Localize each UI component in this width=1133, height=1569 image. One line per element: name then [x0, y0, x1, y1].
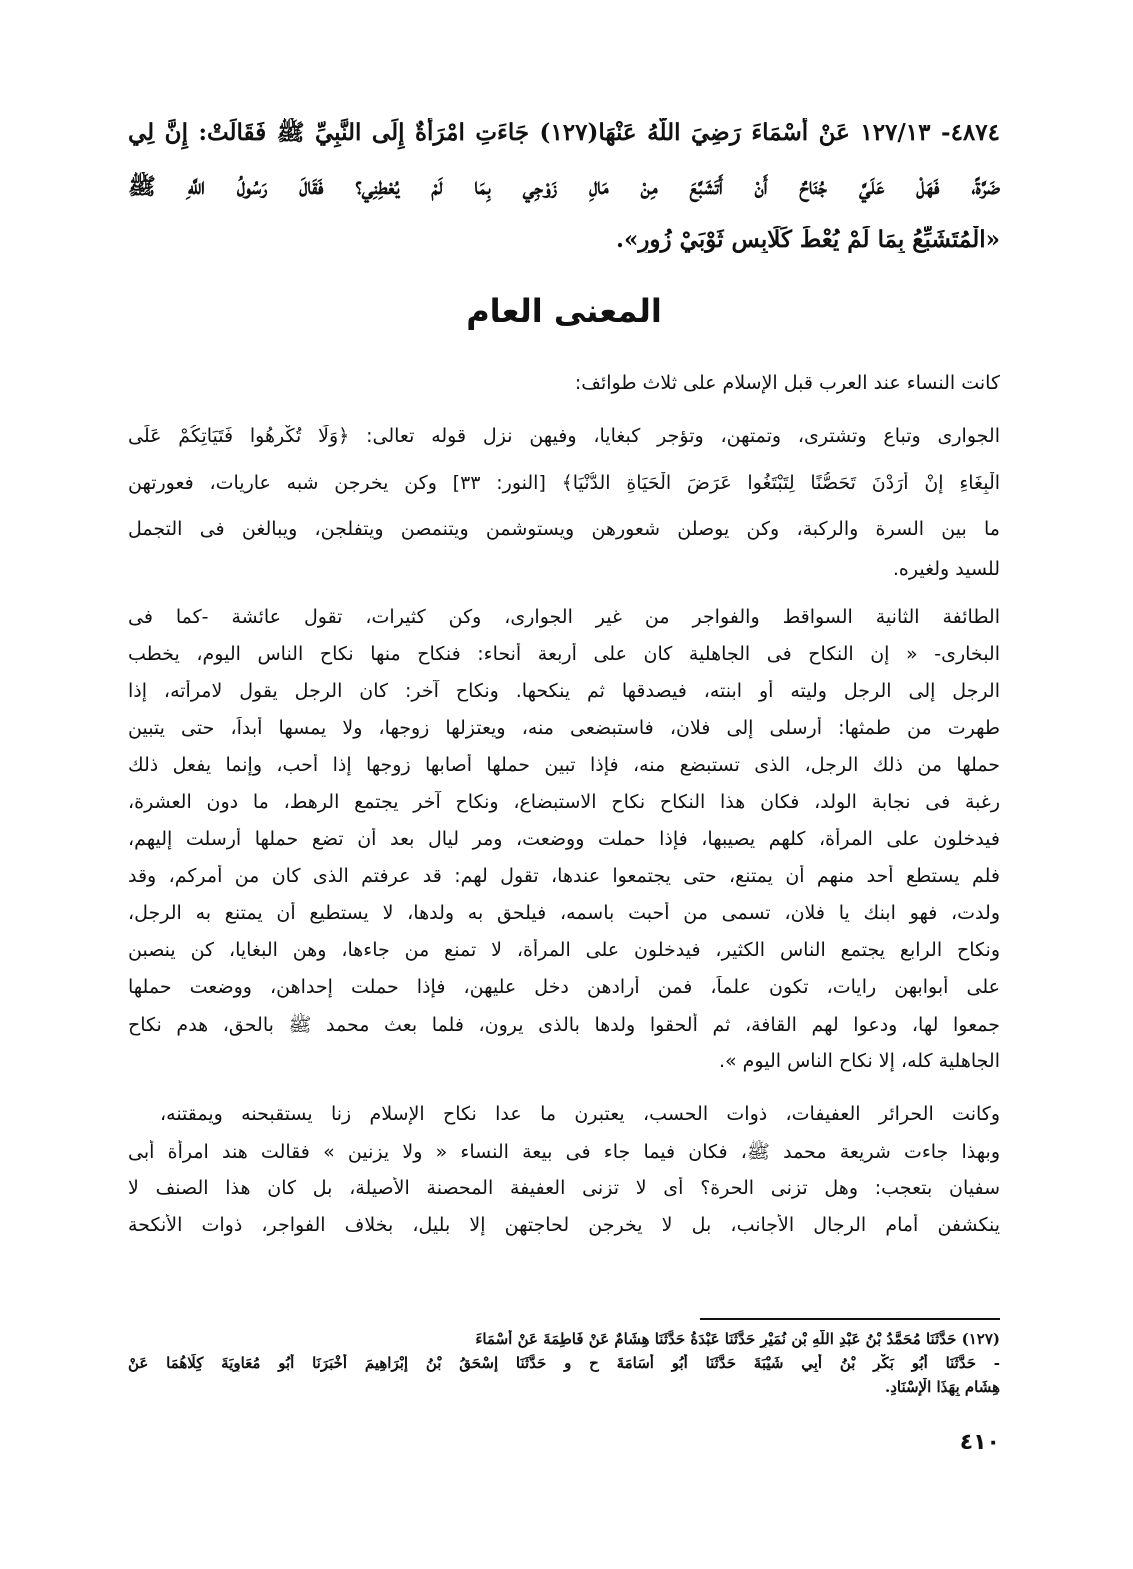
- body-line: على أبوابهن رايات، تكون علماً، فمن أرادهن دخل عليهن، فإذا حملت إحداهن، ووضعت حملها: [128, 976, 1000, 998]
- body-line: جمعوا لها، ودعوا لهم القافة، ثم ألحقوا ولدها بالذى يرون، فلما بعث محمد ﷺ بالحق، هدم نكاح: [128, 1014, 1000, 1036]
- body-line: الجوارى وتباع وتشترى، وتمتهن، وتؤجر كبغايا، وفيهن نزل قوله تعالى: ﴿وَلَا تُكْرِهُوا فَتَيَاتِكُمْ عَلَى: [128, 425, 1000, 447]
- page-number: ٤١٠: [959, 1430, 1000, 1455]
- body-line: فلم يستطع أحد منهم أن يمتنع، حتى يجتمعوا عندها، تقول لهم: قد عرفتم الذى كان من أمركم، وقد: [128, 865, 1000, 887]
- body-line: رغبة فى نجابة الولد، فكان هذا النكاح نكاح الاستبضاع، ونكاح آخر يجتمع الرهط، ما دون العشرة،: [128, 791, 1000, 813]
- hadith-line: ضَرَّةً، فَهَلْ عَلَيَّ جُنَاحٌ أَنْ أَتَشَبَّعَ مِنْ مَالِ زَوْجِي بِمَا لَمْ يُعْطِنِي؟ فَقَالَ رَسُولُ اللَّهِ ﷺ: [128, 173, 1000, 200]
- section-title: المعنى العام: [466, 292, 662, 330]
- body-line: الْبِغَاءِ إِنْ أَرَدْنَ تَحَصُّنًا لِتَبْتَغُوا عَرَضَ الْحَيَاةِ الدُّنْيَا﴾ [النور: ٣٣] وكن يخرجن شبه عاريات، فعورتهن: [128, 472, 1000, 494]
- body-line: ونكاح الرابع يجتمع الناس الكثير، فيدخلون على المرأة، لا تمنع من جاءها، وهن البغايا، كن ينصبن: [128, 939, 1000, 961]
- body-line: الجاهلية كله، إلا نكاح الناس اليوم ».: [718, 1050, 1000, 1072]
- footnote-line: هِشَامٍ بِهَذَا الْإِسْنَادِ.: [884, 1378, 1000, 1396]
- hadith-line: ٤٨٧٤- ١٢٧/١٣ عَنْ أَسْمَاءَ رَضِيَ اللَّهُ عَنْهَا(١٢٧) جَاءَتِ امْرَأَةٌ إِلَى النَّبِيِّ ﷺ فَقَالَتْ: إِنَّ لِي: [128, 119, 1000, 146]
- body-line: وكانت الحرائر العفيفات، ذوات الحسب، يعتبرن ما عدا نكاح الإسلام زنا يستقبحنه ويمقتنه،: [160, 1103, 1000, 1125]
- body-line: وبهذا جاءت شريعة محمد ﷺ، فكان فيما جاء فى بيعة النساء « ولا يزنين » فقالت هند امرأة أبى: [128, 1141, 1000, 1163]
- body-line: سفيان بتعجب: وهل تزنى الحرة؟ أى لا تزنى العفيفة المحصنة الأصيلة، بل كان هذا الصنف لا: [128, 1177, 1000, 1199]
- footnote-line: - حَدَّثَنَا أَبُو بَكْرِ بْنُ أَبِي شَيْبَةَ حَدَّثَنَا أَبُو أُسَامَةَ ح و حَدَّثَنَا إِسْحَقُ بْنُ إِبْرَاهِيمَ أَخْبَرَنَا أَبُو مُعَاوِيَةَ كِلَاهُمَا عَنْ: [128, 1354, 1000, 1372]
- body-line: حملها من ذلك الرجل، الذى تستبضع منه، فإذا تبين حملها أصابها زوجها إذا أحب، وإنما يفعل ذلك: [128, 754, 1000, 776]
- body-line: كانت النساء عند العرب قبل الإسلام على ثلاث طوائف:: [574, 372, 1000, 394]
- hadith-line: «الْمُتَشَبِّعُ بِمَا لَمْ يُعْطَ كَلَابِسِ ثَوْبَيْ زُورٍ».: [615, 226, 1000, 253]
- footnote-line: (١٢٧) حَدَّثَنَا مُحَمَّدُ بْنُ عَبْدِ اللَّهِ بْنِ نُمَيْرٍ حَدَّثَنَا عَبْدَةُ حَدَّثَنَا هِشَامٌ عَنْ فَاطِمَةَ عَنْ أَسْمَاءَ: [475, 1330, 1000, 1348]
- body-line: للسيد ولغيره.: [892, 558, 1000, 580]
- body-line: ينكشفن أمام الرجال الأجانب، بل لا يخرجن لحاجتهن إلا بليل، بخلاف الفواجر، ذوات الأنكحة: [128, 1214, 1000, 1236]
- body-line: ولدت، فهو ابنك يا فلان، تسمى من أحبت باسمه، فيلحق به ولدها، لا يستطيع أن يمتنع به الرجل،: [128, 902, 1000, 924]
- body-line: فيدخلون على المرأة، كلهم يصيبها، فإذا حملت ووضعت، ومر ليال بعد أن تضع حملها أرسلت إليهم،: [128, 828, 1000, 850]
- body-line: الطائفة الثانية السواقط والفواجر من غير الجوارى، وكن كثيرات، تقول عائشة -كما فى: [128, 606, 1000, 628]
- body-line: طهرت من طمثها: أرسلى إلى فلان، فاستبضعى منه، ويعتزلها زوجها، ولا يمسها أبداً، حتى يتبين: [128, 717, 1000, 739]
- footnote-divider: [700, 1318, 1000, 1320]
- body-line: ما بين السرة والركبة، وكن يوصلن شعورهن ويستوشمن ويتنمصن ويتفلجن، ويبالغن فى التجمل: [128, 518, 1000, 540]
- body-line: الرجل إلى الرجل وليته أو ابنته، فيصدقها ثم ينكحها. ونكاح آخر: كان الرجل يقول لامرأته، إذا: [128, 680, 1000, 702]
- body-line: البخارى- « إن النكاح فى الجاهلية كان على أربعة أنحاء: فنكاح منها نكاح الناس اليوم، يخطب: [128, 643, 1000, 665]
